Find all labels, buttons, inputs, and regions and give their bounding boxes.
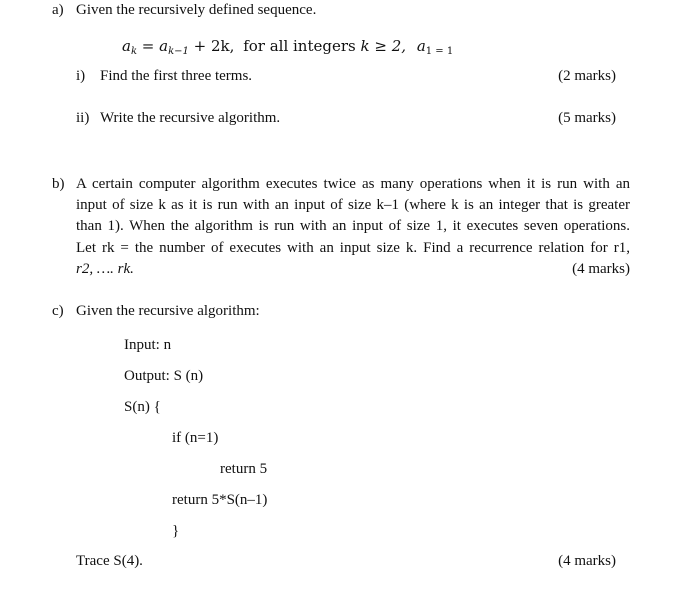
question-ii-text: Write the recursive algorithm. [100,110,281,126]
code-header: S(n) { [124,399,161,415]
question-i-marks: (2 marks) [558,68,616,84]
part-b-last-line [76,259,630,280]
code-return-base: return 5 [220,461,268,477]
code-return-recursive: return 5*S(n–1) [172,492,268,508]
code-output: Output: S (n) [124,368,204,384]
eq-condition-text: for all integers [243,37,356,55]
part-c-marks: (4 marks) [558,553,616,569]
part-b-line: input of size k as it is run with an input of size k–1 (where k is an integer that is greater [76,197,630,214]
part-b-line: than 1). When the algorithm is run with an input of size 1, it executes seven operations. [76,218,630,235]
question-i-label: i) [76,68,86,84]
part-c-label: c) [52,303,64,319]
eq-rhs-suffix: + 2k, [188,37,235,55]
part-b-label: b) [52,176,65,192]
eq-lhs-subscript: k [130,46,138,57]
part-a-equation: $a_k = a_{k-1} + 2k$, for all integers k ≥ 2, $a_{1 = 1}$ [122,37,454,57]
code-close-brace: } [172,523,180,539]
part-a-intro: Given the recursively defined sequence. [76,2,317,18]
part-b-line: r2, …. rk. [76,260,134,277]
question-ii-marks: (5 marks) [558,110,616,126]
part-b-line: Let rk = the number of executes with an input size k. Find a recurrence relation for r1, [76,239,630,256]
part-b-marks: (4 marks) [572,260,630,277]
part-b-paragraph [76,174,630,280]
eq-condition: k ≥ 2, [360,37,407,55]
code-input: Input: n [124,337,172,353]
question-ii-label: ii) [76,110,90,126]
part-a-label: a) [52,2,64,18]
part-b-line: A certain computer algorithm executes twice as many operations when it is run with an [76,176,630,192]
eq-initial: 1 = 1 [425,46,454,57]
part-c-intro: Given the recursive algorithm: [76,303,260,319]
eq-rhs-subscript: k−1 [168,46,189,57]
question-i-text: Find the first three terms. [100,68,253,84]
trace-instruction: Trace S(4). [76,553,143,569]
code-if-line: if (n=1) [172,430,219,446]
